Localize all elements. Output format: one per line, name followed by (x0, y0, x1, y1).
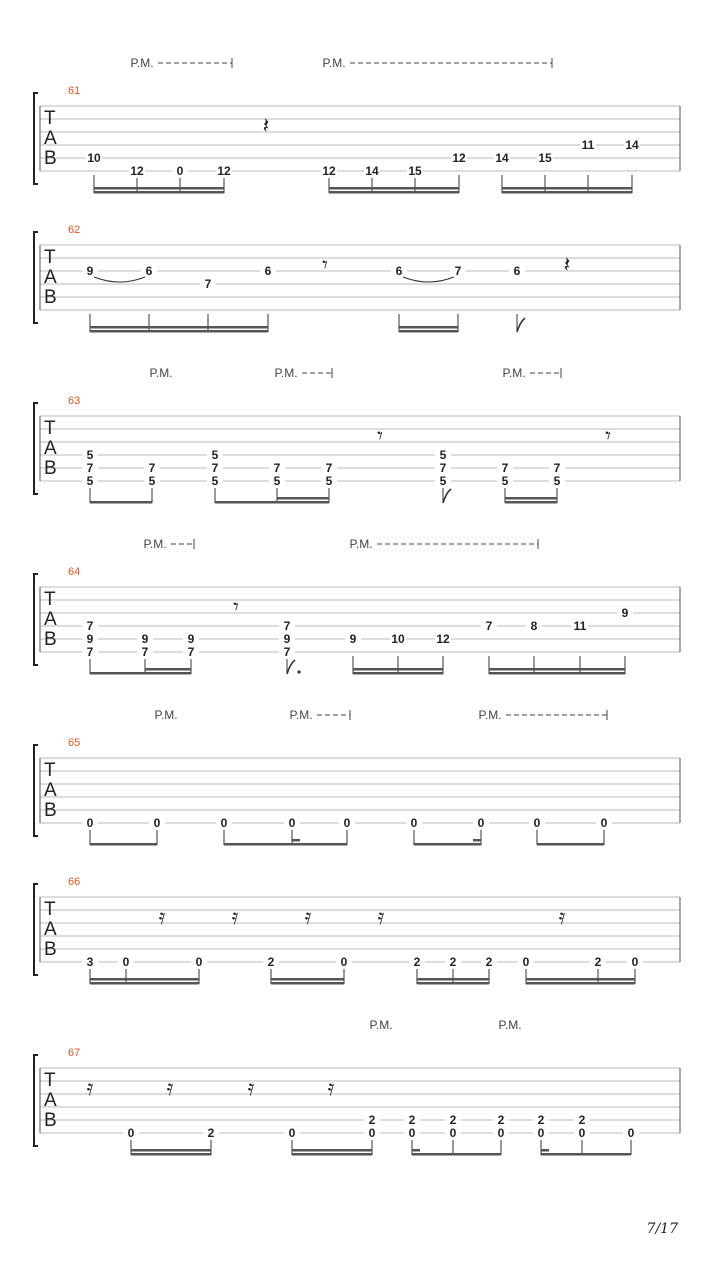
beam-stub (292, 839, 300, 842)
fret-number: 0 (408, 1126, 416, 1140)
palm-mute-label: P.M. (289, 708, 313, 722)
beam-primary (505, 501, 557, 504)
system-bracket (34, 232, 38, 323)
tab-note (279, 619, 295, 674)
fret-number: 3 (86, 955, 94, 969)
tab-clef-letter: B (44, 458, 57, 479)
tab-clef-letter: B (44, 939, 57, 960)
fret-number: 5 (211, 474, 219, 488)
fret-number: 7 (485, 619, 493, 633)
fret-number: 7 (148, 461, 156, 475)
rest-symbol: 𝄿 (304, 905, 312, 930)
tab-note (580, 138, 596, 193)
tab-note (390, 632, 406, 674)
tab-clef-letter: A (44, 780, 57, 801)
beam-stub (412, 1149, 420, 1152)
fret-number: 0 (153, 816, 161, 830)
fret-number: 0 (410, 816, 418, 830)
measure-number: 67 (68, 1047, 81, 1059)
tab-note (529, 816, 545, 845)
beam-primary (90, 672, 191, 675)
fret-number: 10 (391, 632, 405, 646)
fret-number: 7 (204, 277, 212, 291)
fret-number: 0 (600, 816, 608, 830)
beam-primary (537, 843, 604, 846)
palm-mute-label: P.M. (274, 366, 298, 380)
tab-clef-letter: T (44, 589, 56, 610)
tab-note (526, 619, 542, 674)
rest-symbol: 𝄾 (322, 253, 328, 278)
fret-number: 0 (368, 1126, 376, 1140)
dot (297, 670, 300, 673)
beam-primary (399, 330, 458, 333)
tab-note (200, 277, 216, 332)
palm-mute-label: P.M. (322, 56, 346, 70)
fret-number: 12 (436, 632, 450, 646)
beam-primary (90, 982, 199, 985)
beam-primary (541, 1153, 631, 1156)
beam-primary (489, 672, 625, 675)
fret-number: 6 (513, 264, 521, 278)
beam-secondary (399, 326, 458, 329)
fret-number: 9 (86, 264, 94, 278)
fret-number: 5 (211, 448, 219, 462)
tab-clef-letter: T (44, 760, 56, 781)
fret-number: 9 (141, 632, 149, 646)
fret-number: 2 (537, 1113, 545, 1127)
tab-clef-letter: T (44, 247, 56, 268)
fret-number: 9 (621, 606, 629, 620)
note-flag (517, 318, 525, 332)
measure-number: 66 (68, 876, 81, 888)
palm-mute-label: P.M. (498, 1018, 522, 1032)
tab-clef-letter: A (44, 438, 57, 459)
tab-note (493, 1113, 509, 1155)
note-flag (443, 489, 451, 503)
beam-secondary (131, 1149, 211, 1152)
tab-note (537, 151, 553, 193)
tie-slur (403, 277, 454, 282)
fret-number: 5 (273, 474, 281, 488)
fret-number: 2 (485, 955, 493, 969)
fret-number: 9 (86, 632, 94, 646)
fret-number: 5 (325, 474, 333, 488)
beam-primary (292, 1153, 372, 1156)
fret-number: 7 (553, 461, 561, 475)
beam-primary (414, 843, 481, 846)
fret-number: 5 (86, 474, 94, 488)
tab-system-67 (34, 1018, 680, 1156)
beam-primary (90, 330, 268, 333)
beam-secondary (94, 187, 224, 190)
beam-primary (224, 843, 347, 846)
fret-number: 0 (343, 816, 351, 830)
tab-note (574, 1113, 590, 1155)
palm-mute-label: P.M. (154, 708, 178, 722)
tab-clef-letter: B (44, 148, 57, 169)
beam-primary (131, 1153, 211, 1156)
fret-number: 6 (264, 264, 272, 278)
measure-number: 63 (68, 395, 81, 407)
fret-number: 7 (86, 461, 94, 475)
tab-note (141, 264, 157, 332)
fret-number: 12 (130, 164, 144, 178)
fret-number: 9 (283, 632, 291, 646)
fret-number: 2 (497, 1113, 505, 1127)
fret-number: 0 (176, 164, 184, 178)
rest-symbol: 𝄿 (327, 1076, 335, 1101)
rest-symbol: 𝄾 (605, 424, 611, 449)
tab-note (86, 151, 102, 193)
fret-number: 7 (325, 461, 333, 475)
system-bracket (34, 884, 38, 975)
fret-number: 2 (449, 955, 457, 969)
fret-number: 0 (631, 955, 639, 969)
fret-number: 11 (581, 138, 595, 152)
tab-note (183, 632, 199, 674)
fret-number: 2 (408, 1113, 416, 1127)
tab-clef-letter: A (44, 919, 57, 940)
tab-system-61 (34, 56, 680, 194)
measure-number: 62 (68, 224, 81, 236)
fret-number: 7 (86, 645, 94, 659)
fret-number: 2 (578, 1113, 586, 1127)
tab-note (435, 448, 451, 503)
tab-note (82, 448, 98, 503)
measure-number: 65 (68, 737, 81, 749)
tab-clef-letter: A (44, 609, 57, 630)
system-bracket (34, 574, 38, 665)
beam-primary (215, 501, 329, 504)
tab-system-66 (34, 876, 680, 985)
tab-note (494, 151, 510, 193)
rest-symbol: 𝄾 (377, 424, 383, 449)
fret-number: 0 (220, 816, 228, 830)
fret-number: 2 (368, 1113, 376, 1127)
fret-number: 0 (497, 1126, 505, 1140)
fret-number: 2 (449, 1113, 457, 1127)
tab-clef-letter: B (44, 1110, 57, 1131)
rest-symbol: 𝄽 (262, 114, 270, 139)
tab-note (435, 632, 451, 674)
palm-mute-label: P.M. (502, 366, 526, 380)
measure-number: 61 (68, 85, 81, 97)
note-flag (287, 660, 295, 674)
tab-clef-letter: A (44, 128, 57, 149)
system-bracket (34, 93, 38, 184)
tab-clef-letter: B (44, 287, 57, 308)
fret-number: 14 (495, 151, 509, 165)
system-bracket (34, 403, 38, 494)
tab-note (137, 632, 153, 674)
page-number: 7/17 (646, 1221, 678, 1237)
tab-note (216, 816, 232, 845)
fret-number: 14 (365, 164, 379, 178)
tab-note (339, 816, 355, 845)
beam-secondary (90, 978, 199, 981)
fret-number: 5 (148, 474, 156, 488)
fret-number: 0 (122, 955, 130, 969)
fret-number: 7 (501, 461, 509, 475)
fret-number: 7 (273, 461, 281, 475)
tab-clef-letter: T (44, 108, 56, 129)
tab-clef-letter: T (44, 899, 56, 920)
tab-note (549, 461, 565, 503)
beam-primary (353, 672, 443, 675)
fret-number: 7 (141, 645, 149, 659)
beam-stub (541, 1149, 549, 1152)
fret-number: 15 (538, 151, 552, 165)
fret-number: 2 (594, 955, 602, 969)
rest-symbol: 𝄿 (86, 1076, 94, 1101)
beam-primary (271, 982, 344, 985)
fret-number: 7 (454, 264, 462, 278)
fret-number: 6 (395, 264, 403, 278)
tab-note (207, 448, 223, 503)
fret-number: 7 (283, 619, 291, 633)
tab-system-65 (34, 708, 680, 846)
fret-number: 0 (288, 816, 296, 830)
tab-note (82, 619, 98, 674)
tab-note (391, 264, 407, 332)
fret-number: 10 (87, 151, 101, 165)
beam-secondary (271, 978, 344, 981)
palm-mute-label: P.M. (478, 708, 502, 722)
tab-system-63 (34, 366, 680, 504)
beam-secondary (417, 978, 489, 981)
fret-number: 5 (439, 448, 447, 462)
tab-note (617, 606, 633, 674)
fret-number: 12 (322, 164, 336, 178)
palm-mute-label: P.M. (149, 366, 173, 380)
fret-number: 2 (267, 955, 275, 969)
fret-number: 14 (625, 138, 639, 152)
beam-primary (526, 982, 635, 985)
rest-symbol: 𝄿 (158, 905, 166, 930)
fret-number: 0 (533, 816, 541, 830)
tab-note (481, 619, 497, 674)
tab-note (450, 264, 466, 332)
rest-symbol: 𝄿 (231, 905, 239, 930)
rest-symbol: 𝄿 (247, 1076, 255, 1101)
fret-number: 0 (449, 1126, 457, 1140)
tab-note (404, 1113, 420, 1155)
tab-clef-letter: A (44, 1090, 57, 1111)
beam-primary (94, 191, 224, 194)
beam-secondary (353, 668, 443, 671)
tab-note (260, 264, 276, 332)
fret-number: 7 (211, 461, 219, 475)
fret-number: 0 (86, 816, 94, 830)
tab-clef-letter: B (44, 629, 57, 650)
fret-number: 11 (573, 619, 587, 633)
fret-number: 0 (340, 955, 348, 969)
fret-number: 7 (439, 461, 447, 475)
tab-note (497, 461, 513, 503)
fret-number: 7 (187, 645, 195, 659)
tab-clef-letter: T (44, 1070, 56, 1091)
fret-number: 0 (627, 1126, 635, 1140)
palm-mute-label: P.M. (349, 537, 373, 551)
tab-note (321, 461, 337, 503)
rest-symbol: 𝄿 (558, 905, 566, 930)
fret-number: 5 (501, 474, 509, 488)
rest-symbol: 𝄿 (166, 1076, 174, 1101)
tab-note (451, 151, 467, 193)
fret-number: 0 (522, 955, 530, 969)
fret-number: 5 (86, 448, 94, 462)
fret-number: 8 (530, 619, 538, 633)
tab-note (149, 816, 165, 845)
tab-note (82, 816, 98, 845)
tab-clef-letter: T (44, 418, 56, 439)
beam-primary (417, 982, 489, 985)
rest-symbol: 𝄽 (563, 253, 571, 278)
palm-mute-label: P.M. (130, 56, 154, 70)
beam-secondary (277, 497, 329, 500)
tab-note (445, 1113, 461, 1155)
fret-number: 15 (408, 164, 422, 178)
tab-note (533, 1113, 549, 1155)
tab-note (623, 1126, 639, 1155)
beam-secondary (145, 668, 191, 671)
fret-number: 5 (553, 474, 561, 488)
beam-secondary (489, 668, 625, 671)
beam-secondary (502, 187, 632, 190)
tab-note (82, 264, 98, 332)
rest-symbol: 𝄾 (233, 595, 239, 620)
palm-mute-label: P.M. (369, 1018, 393, 1032)
fret-number: 0 (127, 1126, 135, 1140)
tab-clef-letter: A (44, 267, 57, 288)
beam-secondary (526, 978, 635, 981)
fret-number: 0 (477, 816, 485, 830)
tab-note (406, 816, 422, 845)
tab-clef-letter: B (44, 800, 57, 821)
rest-symbol: 𝄿 (377, 905, 385, 930)
tab-note (345, 632, 361, 674)
tab-note (596, 816, 612, 845)
tab-note (364, 1113, 380, 1155)
fret-number: 6 (145, 264, 153, 278)
system-bracket (34, 745, 38, 836)
beam-secondary (292, 1149, 372, 1152)
beam-primary (90, 843, 157, 846)
fret-number: 12 (452, 151, 466, 165)
tab-system-62 (34, 224, 680, 333)
beam-primary (502, 191, 632, 194)
fret-number: 2 (207, 1126, 215, 1140)
fret-number: 7 (86, 619, 94, 633)
palm-mute-label: P.M. (143, 537, 167, 551)
fret-number: 0 (537, 1126, 545, 1140)
beam-secondary (505, 497, 557, 500)
beam-stub (473, 839, 481, 842)
beam-primary (329, 191, 459, 194)
fret-number: 0 (195, 955, 203, 969)
tab-note (624, 138, 640, 193)
beam-secondary (329, 187, 459, 190)
tab-note (509, 264, 525, 332)
measure-number: 64 (68, 566, 81, 578)
fret-number: 0 (288, 1126, 296, 1140)
system-bracket (34, 1055, 38, 1146)
fret-number: 9 (349, 632, 357, 646)
fret-number: 0 (578, 1126, 586, 1140)
tab-note (572, 619, 588, 674)
tie-slur (94, 277, 145, 282)
tab-note (269, 461, 285, 503)
tab-system-64 (34, 537, 680, 675)
beam-primary (90, 501, 152, 504)
fret-number: 9 (187, 632, 195, 646)
fret-number: 5 (439, 474, 447, 488)
tab-note (144, 461, 160, 503)
beam-secondary (90, 326, 268, 329)
fret-number: 2 (413, 955, 421, 969)
fret-number: 12 (217, 164, 231, 178)
beam-primary (412, 1153, 501, 1156)
fret-number: 7 (283, 645, 291, 659)
